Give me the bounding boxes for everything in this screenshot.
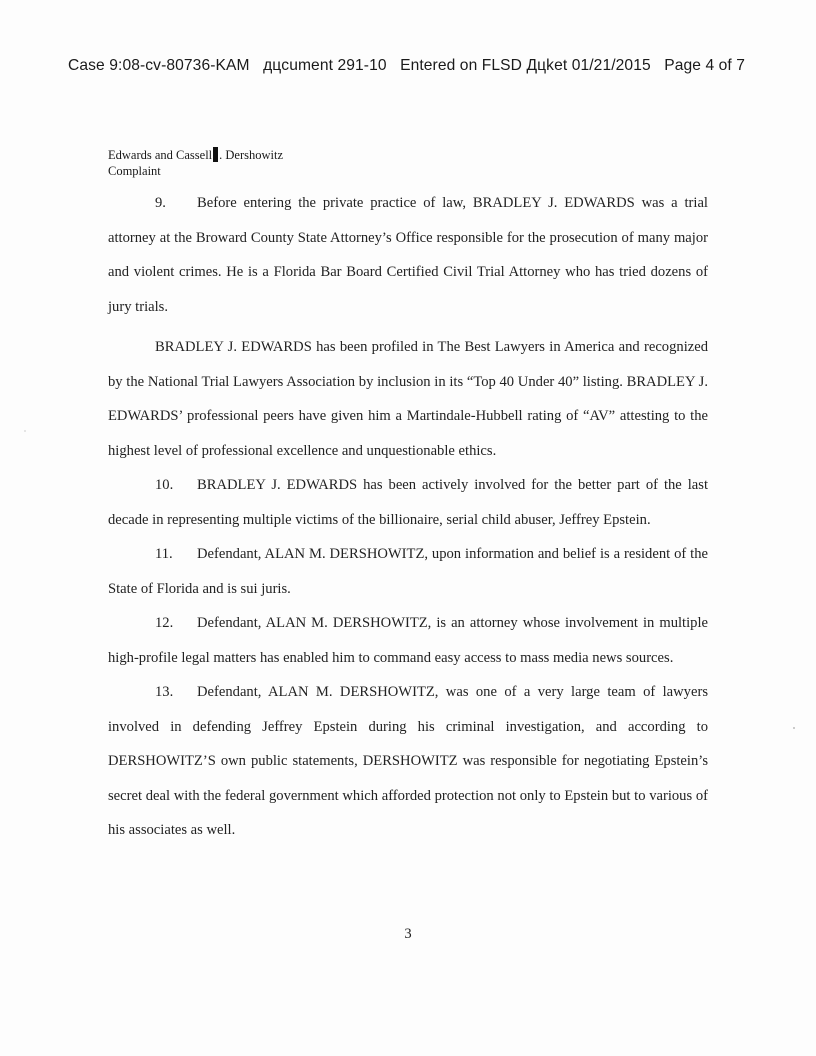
paragraph-10: 10. BRADLEY J. EDWARDS has been actively involved for the better part of the last decade in representing multiple victims of the billionaire, serial child abuser, Jeffrey Epstein. bbox=[108, 477, 708, 528]
paragraph-11: 11. Defendant, ALAN M. DERSHOWITZ, upon information and belief is a resident of the State of Florida and is sui juris. bbox=[108, 546, 708, 597]
complaint-body bbox=[108, 186, 708, 848]
scan-speck bbox=[24, 430, 26, 432]
page-of-pages: Page 4 of 7 bbox=[664, 57, 746, 74]
scan-speck bbox=[793, 727, 795, 729]
paragraph-9-cont: BRADLEY J. EDWARDS has been profiled in The Best Lawyers in America and recognized by the National Trial Lawyers Association by inclusion in its “Top 40 Under 40” listing. BRADLEY J. EDWARDS’ professional peers have given him a Martindale-Hubbell rating of “AV” attesting to the highest level of professional excellence and unquestionable ethics. bbox=[108, 339, 708, 459]
paragraph-12: 12. Defendant, ALAN M. DERSHOWITZ, is an attorney whose involvement in multiple high-profile legal matters has enabled him to command easy access to mass media news sources. bbox=[108, 615, 708, 666]
case-caption bbox=[108, 147, 283, 179]
caption-parties: Edwards and Cassell . Dershowitz bbox=[108, 148, 284, 162]
paragraph-13: 13. Defendant, ALAN M. DERSHOWITZ, was one of a very large team of lawyers involved in defending Jeffrey Epstein during his criminal investigation, and according to DERSHOWITZ’S own public statements, DERSHOWITZ was responsible for negotiating Epstein’s secret deal with the federal government which afforded protection not only to Epstein but to various of his associates as well. bbox=[108, 684, 708, 838]
entered-date: Entered on FLSD Дцket 01/21/2015 bbox=[400, 57, 651, 74]
page-number: 3 bbox=[404, 926, 412, 942]
document-number: дцcument 291-10 bbox=[263, 57, 387, 74]
filing-header bbox=[68, 57, 754, 75]
redaction-mark bbox=[213, 147, 218, 162]
paragraph-9: 9. Before entering the private practice of law, BRADLEY J. EDWARDS was a trial attorney at the Broward County State Attorney’s Office responsible for the prosecution of many major and violent crimes. He is a Florida Bar Board Certified Civil Trial Attorney who has tried dozens of jury trials. bbox=[108, 195, 708, 315]
caption-doc-type: Complaint bbox=[108, 164, 161, 178]
case-number: Case 9:08-cv-80736-KAM bbox=[68, 57, 250, 74]
